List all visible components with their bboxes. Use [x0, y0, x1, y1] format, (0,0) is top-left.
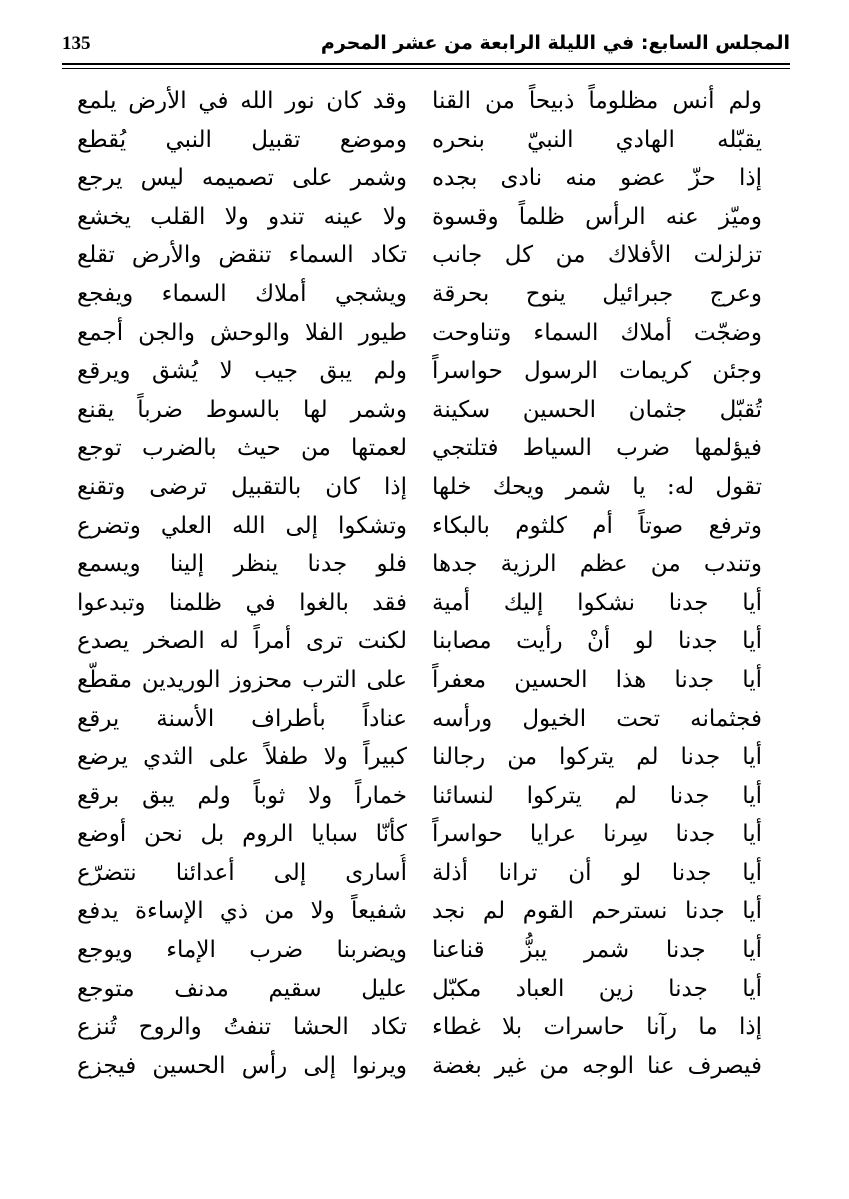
- verse-line: على الترب محزوز الوريدين مقطّع: [77, 666, 407, 693]
- verse-line: ولم يبق جيب لا يُشق ويرقع: [77, 358, 407, 385]
- verse-line: لعمتها من حيث بالضرب توجع: [77, 435, 407, 462]
- page-header: [62, 24, 790, 64]
- header-rule-thin: [62, 68, 790, 69]
- verse-line: أيا جدنا لم يتركوا لنسائنا: [432, 782, 762, 809]
- verse-line: عليل سقيم مدنف متوجع: [77, 975, 407, 1002]
- verse-line: وميّز عنه الرأس ظلماً وقسوة: [432, 203, 762, 230]
- verse-line: إذا حزّ عضو منه نادى بجده: [432, 165, 762, 192]
- verse-line: وضجّت أملاك السماء وتناوحت: [432, 319, 762, 346]
- page-number: 135: [62, 33, 91, 54]
- header-rule-thick: [62, 63, 790, 65]
- verse-line: وشمر لها بالسوط ضرباً يقنع: [77, 396, 407, 423]
- verse-line: ولا عينه تندو ولا القلب يخشع: [77, 203, 407, 230]
- verse-line: تكاد الحشا تنفتُ والروح تُنزع: [77, 1014, 407, 1041]
- verse-line: أيا جدنا لم يتركوا من رجالنا: [432, 744, 762, 771]
- verse-line: فجثمانه تحت الخيول ورأسه: [432, 705, 762, 732]
- verse-line: وتندب من عظم الرزية جدها: [432, 551, 762, 578]
- verse-line: فيؤلمها ضرب السياط فتلتجي: [432, 435, 762, 462]
- verse-line: يقبّله الهادي النبيّ بنحره: [432, 126, 762, 153]
- verse-column-left: [77, 82, 407, 1085]
- verse-line: تقول له: يا شمر ويحك خلها: [432, 473, 762, 500]
- verse-line: لكنت ترى أمراً له الصخر يصدع: [77, 628, 407, 655]
- verse-line: فقد بالغوا في ظلمنا وتبدعوا: [77, 589, 407, 616]
- verse-line: كبيراً ولا طفلاً على الثدي يرضع: [77, 744, 407, 771]
- verse-line: شفيعاً ولا من ذي الإساءة يدفع: [77, 898, 407, 925]
- verse-line: أيا جدنا سِرنا عرايا حواسراً: [432, 821, 762, 848]
- verse-line: تزلزلت الأفلاك من كل جانب: [432, 242, 762, 269]
- verse-line: أيا جدنا شمر يبزُّ قناعنا: [432, 937, 762, 964]
- verse-line: أُسارى إلى أعدائنا نتضرّع: [77, 859, 407, 886]
- verse-line: فلو جدنا ينظر إلينا ويسمع: [77, 551, 407, 578]
- running-head: المجلس السابع: في الليلة الرابعة من عشر المحرم: [320, 32, 790, 54]
- verse-line: إذا كان بالتقبيل ترضى وتقنع: [77, 473, 407, 500]
- verse-line: تكاد السماء تنقض والأرض تقلع: [77, 242, 407, 269]
- verse-line: فيصرف عنا الوجه من غير بغضة: [432, 1052, 762, 1079]
- verse-line: ويرنوا إلى رأس الحسين فيجزع: [77, 1052, 407, 1079]
- verse-line: ولم أنس مظلوماً ذبيحاً من القنا: [432, 88, 762, 114]
- verse-line: وعرج جبرائيل ينوح بحرقة: [432, 280, 762, 307]
- verse-line: طيور الفلا والوحش والجن أجمع: [77, 319, 407, 346]
- verse-line: ويشجي أملاك السماء ويفجع: [77, 280, 407, 307]
- verse-column-right: [432, 82, 762, 1085]
- verse-line: أيا جدنا هذا الحسين معفراً: [432, 666, 762, 693]
- verse-line: تُقبّل جثمان الحسين سكينة: [432, 396, 762, 423]
- verse-line: وشمر على تصميمه ليس يرجع: [77, 165, 407, 192]
- verse-line: أيا جدنا نشكوا إليك أمية: [432, 589, 762, 616]
- verse-line: أيا جدنا لو أنْ رأيت مصابنا: [432, 628, 762, 655]
- verse-line: أيا جدنا نسترحم القوم لم نجد: [432, 898, 762, 925]
- verse-line: وتشكوا إلى الله العلي وتضرع: [77, 512, 407, 539]
- verse-line: أيا جدنا زين العباد مكبّل: [432, 975, 762, 1002]
- verse-line: ويضربنا ضرب الإماء ويوجع: [77, 937, 407, 964]
- verse-line: كأنّا سبايا الروم بل نحن أوضع: [77, 821, 407, 848]
- verse-line: وموضع تقبيل النبي يُقطع: [77, 126, 407, 153]
- verse-line: وقد كان نور الله في الأرض يلمع: [77, 88, 407, 114]
- verse-line: إذا ما رآنا حاسرات بلا غطاء: [432, 1014, 762, 1041]
- verse-line: وترفع صوتاً أم كلثوم بالبكاء: [432, 512, 762, 539]
- verse-line: خماراً ولا ثوباً ولم يبق برقع: [77, 782, 407, 809]
- verse-line: عناداً بأطراف الأسنة يرقع: [77, 705, 407, 732]
- verse-line: وجئن كريمات الرسول حواسراً: [432, 358, 762, 385]
- verse-line: أيا جدنا لو أن ترانا أذلة: [432, 859, 762, 886]
